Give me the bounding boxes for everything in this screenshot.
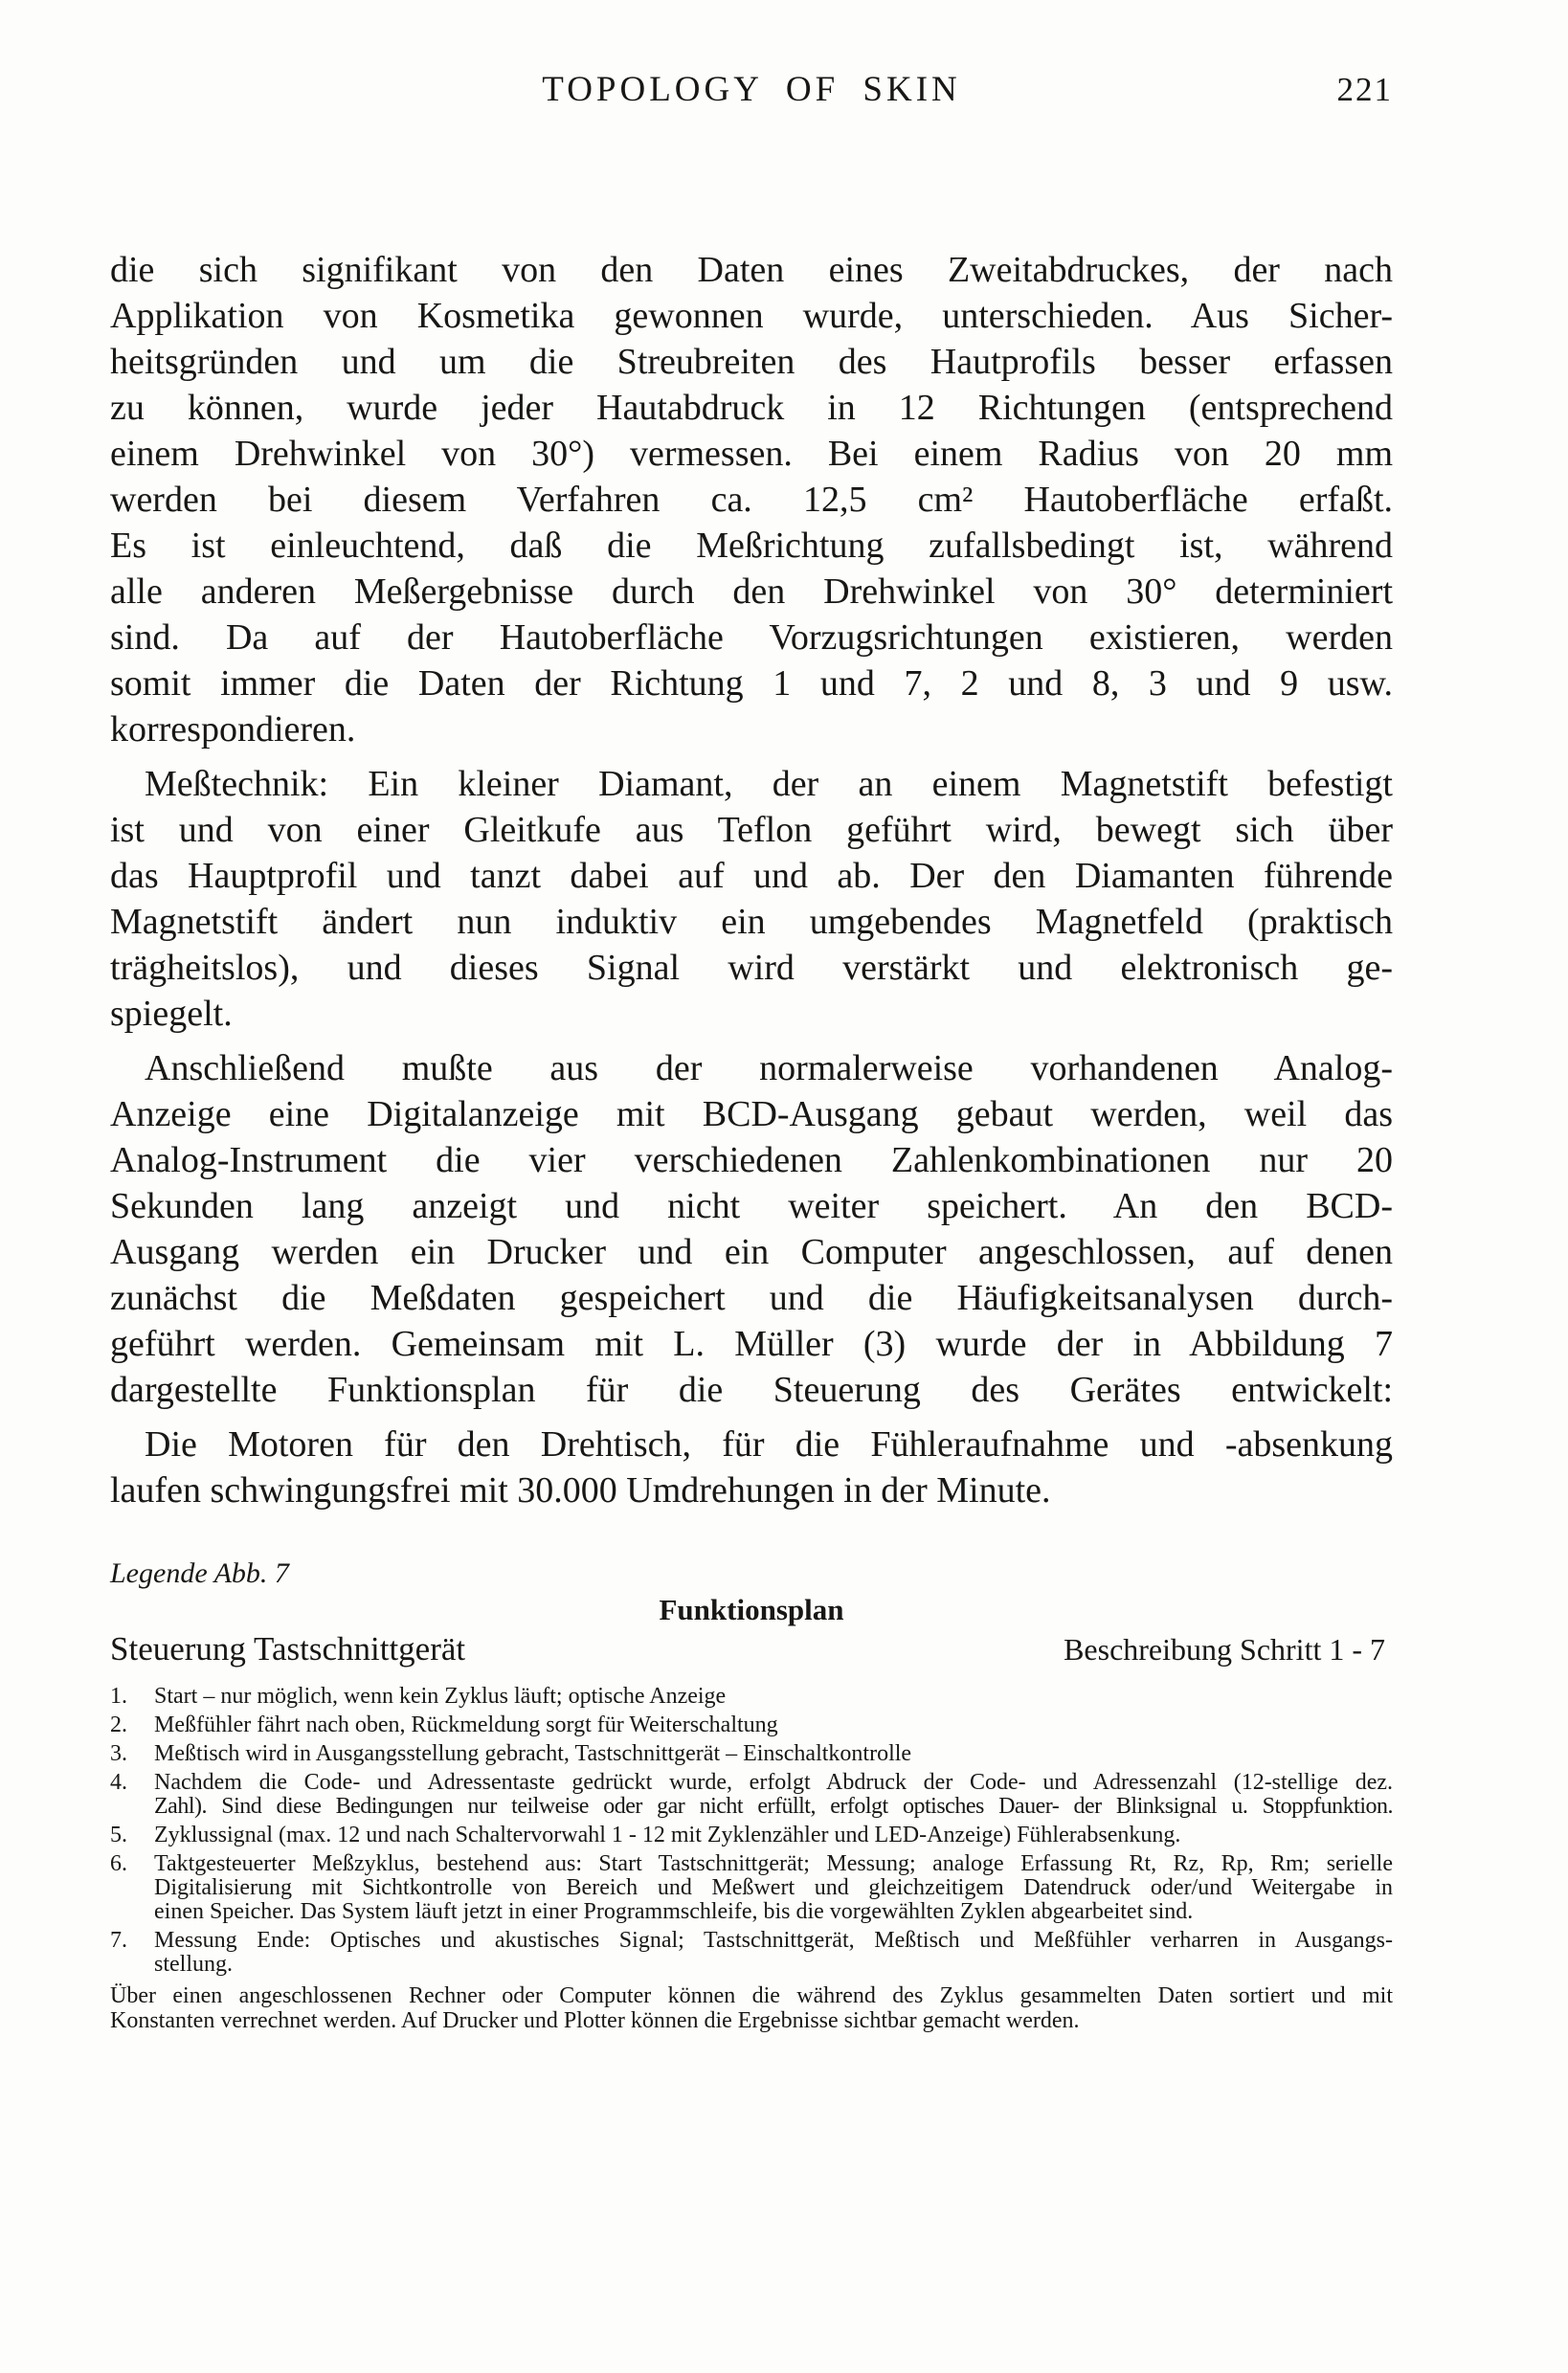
text-line: korrespondieren. <box>110 709 356 750</box>
item-line: stellung. <box>154 1952 233 1977</box>
legend-item-1 <box>110 1685 1393 1709</box>
item-line: Taktgesteuerter Meßzyklus, bestehend aus: Start Tastschnittgerät; Messung; analoge Erfassung Rt, Rz, Rp, Rm; serielle <box>154 1851 1393 1876</box>
text-line: Die Motoren für den Drehtisch, für die Fühleraufnahme und -absenkung <box>145 1424 1393 1465</box>
text-line: heitsgründen und um die Streubreiten des Hautprofils besser erfassen <box>110 342 1393 382</box>
item-number: 3. <box>110 1741 127 1766</box>
text-block <box>110 69 1393 2033</box>
item-number: 2. <box>110 1713 127 1737</box>
legend-item-6 <box>110 1852 1393 1924</box>
text-line: Magnetstift ändert nun induktiv ein umgebendes Magnetfeld (praktisch <box>110 902 1393 942</box>
text-line: werden bei diesem Verfahren ca. 12,5 cm² Hautoberfläche erfaßt. <box>110 480 1393 520</box>
text-line: Meßtechnik: Ein kleiner Diamant, der an einem Magnetstift befestigt <box>145 764 1393 804</box>
item-line: Digitalisierung mit Sichtkontrolle von Bereich und Meßwert und gleichzeitigem Datendruck oder/und Weitergabe in <box>154 1875 1393 1900</box>
item-line: Zahl). Sind diese Bedingungen nur teilweise oder gar nicht erfüllt, erfolgt optisches Dauer- der Blinksignal u. Stoppfunktion. <box>154 1794 1393 1819</box>
text-line: Es ist einleuchtend, daß die Meßrichtung zufallsbedingt ist, während <box>110 526 1393 566</box>
paragraph-4 <box>110 1422 1393 1513</box>
item-line: Zyklussignal (max. 12 und nach Schaltervorwahl 1 - 12 mit Zyklenzähler und LED-Anzeige) Fühlerabsenkung. <box>154 1823 1181 1847</box>
page-header <box>110 69 1393 111</box>
legend-item-2 <box>110 1713 1393 1737</box>
text-line: die sich signifikant von den Daten eines Zweitabdruckes, der nach <box>110 250 1393 290</box>
legend-item-5 <box>110 1824 1393 1847</box>
text-line: dargestellte Funktionsplan für die Steuerung des Gerätes entwickelt: <box>110 1370 1393 1410</box>
text-line: ist und von einer Gleitkufe aus Teflon geführt wird, bewegt sich über <box>110 810 1393 850</box>
text-line: zunächst die Meßdaten gespeichert und die Häufigkeitsanalysen durch- <box>110 1278 1393 1318</box>
text-line: einem Drehwinkel von 30°) vermessen. Bei einem Radius von 20 mm <box>110 434 1393 474</box>
footer-line: Konstanten verrechnet werden. Auf Drucker und Plotter können die Ergebnisse sichtbar gemacht werden. <box>110 2008 1080 2033</box>
legend-item-list <box>110 1685 1393 1977</box>
paragraph-1 <box>110 247 1393 752</box>
legend-footer-note <box>110 1983 1393 2033</box>
page-number: 221 <box>1336 71 1393 108</box>
text-line: Sekunden lang anzeigt und nicht weiter speichert. An den BCD- <box>110 1186 1393 1226</box>
running-head-title: TOPOLOGY OF SKIN <box>542 70 961 109</box>
legend-left-label: Steuerung Tastschnittgerät <box>110 1630 466 1668</box>
text-line: laufen schwingungsfrei mit 30.000 Umdrehungen in der Minute. <box>110 1470 1051 1511</box>
text-line: Applikation von Kosmetika gewonnen wurde, unterschieden. Aus Sicher- <box>110 296 1393 336</box>
text-line: zu können, wurde jeder Hautabdruck in 12 Richtungen (entsprechend <box>110 388 1393 428</box>
legend-item-7 <box>110 1929 1393 1977</box>
text-line: geführt werden. Gemeinsam mit L. Müller (3) wurde der in Abbildung 7 <box>110 1324 1393 1364</box>
text-line: spiegelt. <box>110 994 233 1034</box>
text-line: das Hauptprofil und tanzt dabei auf und ab. Der den Diamanten führende <box>110 856 1393 896</box>
legend-item-4 <box>110 1771 1393 1819</box>
text-line: somit immer die Daten der Richtung 1 und 7, 2 und 8, 3 und 9 usw. <box>110 663 1393 704</box>
item-line: einen Speicher. Das System läuft jetzt in einer Programmschleife, bis die vorgewählten Zyklen abgearbeitet sind. <box>154 1899 1194 1924</box>
footer-line: Über einen angeschlossenen Rechner oder Computer können die während des Zyklus gesammelten Daten sortiert und mit <box>110 1983 1393 2008</box>
item-line: Meßtisch wird in Ausgangsstellung gebracht, Tastschnittgerät – Einschaltkontrolle <box>154 1741 912 1766</box>
item-number: 4. <box>110 1770 127 1795</box>
item-number: 7. <box>110 1928 127 1953</box>
item-line: Messung Ende: Optisches und akustisches Signal; Tastschnittgerät, Meßtisch und Meßfühler verharren in Ausgangs- <box>154 1928 1393 1953</box>
paragraph-3 <box>110 1045 1393 1413</box>
legend-caption: Legende Abb. 7 <box>110 1557 289 1589</box>
legend-heading: Funktionsplan <box>659 1593 844 1626</box>
body-text <box>110 247 1393 1513</box>
item-number: 6. <box>110 1851 127 1876</box>
text-line: Anzeige eine Digitalanzeige mit BCD-Ausgang gebaut werden, weil das <box>110 1094 1393 1134</box>
text-line: Analog-Instrument die vier verschiedenen Zahlenkombinationen nur 20 <box>110 1140 1393 1180</box>
text-line: trägheitslos), und dieses Signal wird verstärkt und elektronisch ge- <box>110 948 1393 988</box>
legend-right-label: Beschreibung Schritt 1 - 7 <box>1064 1632 1385 1667</box>
figure-legend <box>110 1557 1393 2033</box>
text-line: Anschließend mußte aus der normalerweise vorhandenen Analog- <box>145 1048 1393 1088</box>
item-line: Nachdem die Code- und Adressentaste gedrückt wurde, erfolgt Abdruck der Code- und Adressenzahl (12-stellige dez. <box>154 1770 1393 1795</box>
text-line: sind. Da auf der Hautoberfläche Vorzugsrichtungen existieren, werden <box>110 617 1393 658</box>
item-number: 1. <box>110 1684 127 1709</box>
legend-item-3 <box>110 1742 1393 1766</box>
item-number: 5. <box>110 1823 127 1847</box>
item-line: Meßfühler fährt nach oben, Rückmeldung sorgt für Weiterschaltung <box>154 1713 778 1737</box>
item-line: Start – nur möglich, wenn kein Zyklus läuft; optische Anzeige <box>154 1684 727 1709</box>
paragraph-2 <box>110 761 1393 1037</box>
legend-column-labels <box>110 1629 1393 1669</box>
text-line: alle anderen Meßergebnisse durch den Drehwinkel von 30° determiniert <box>110 571 1393 612</box>
text-line: Ausgang werden ein Drucker und ein Computer angeschlossen, auf denen <box>110 1232 1393 1272</box>
